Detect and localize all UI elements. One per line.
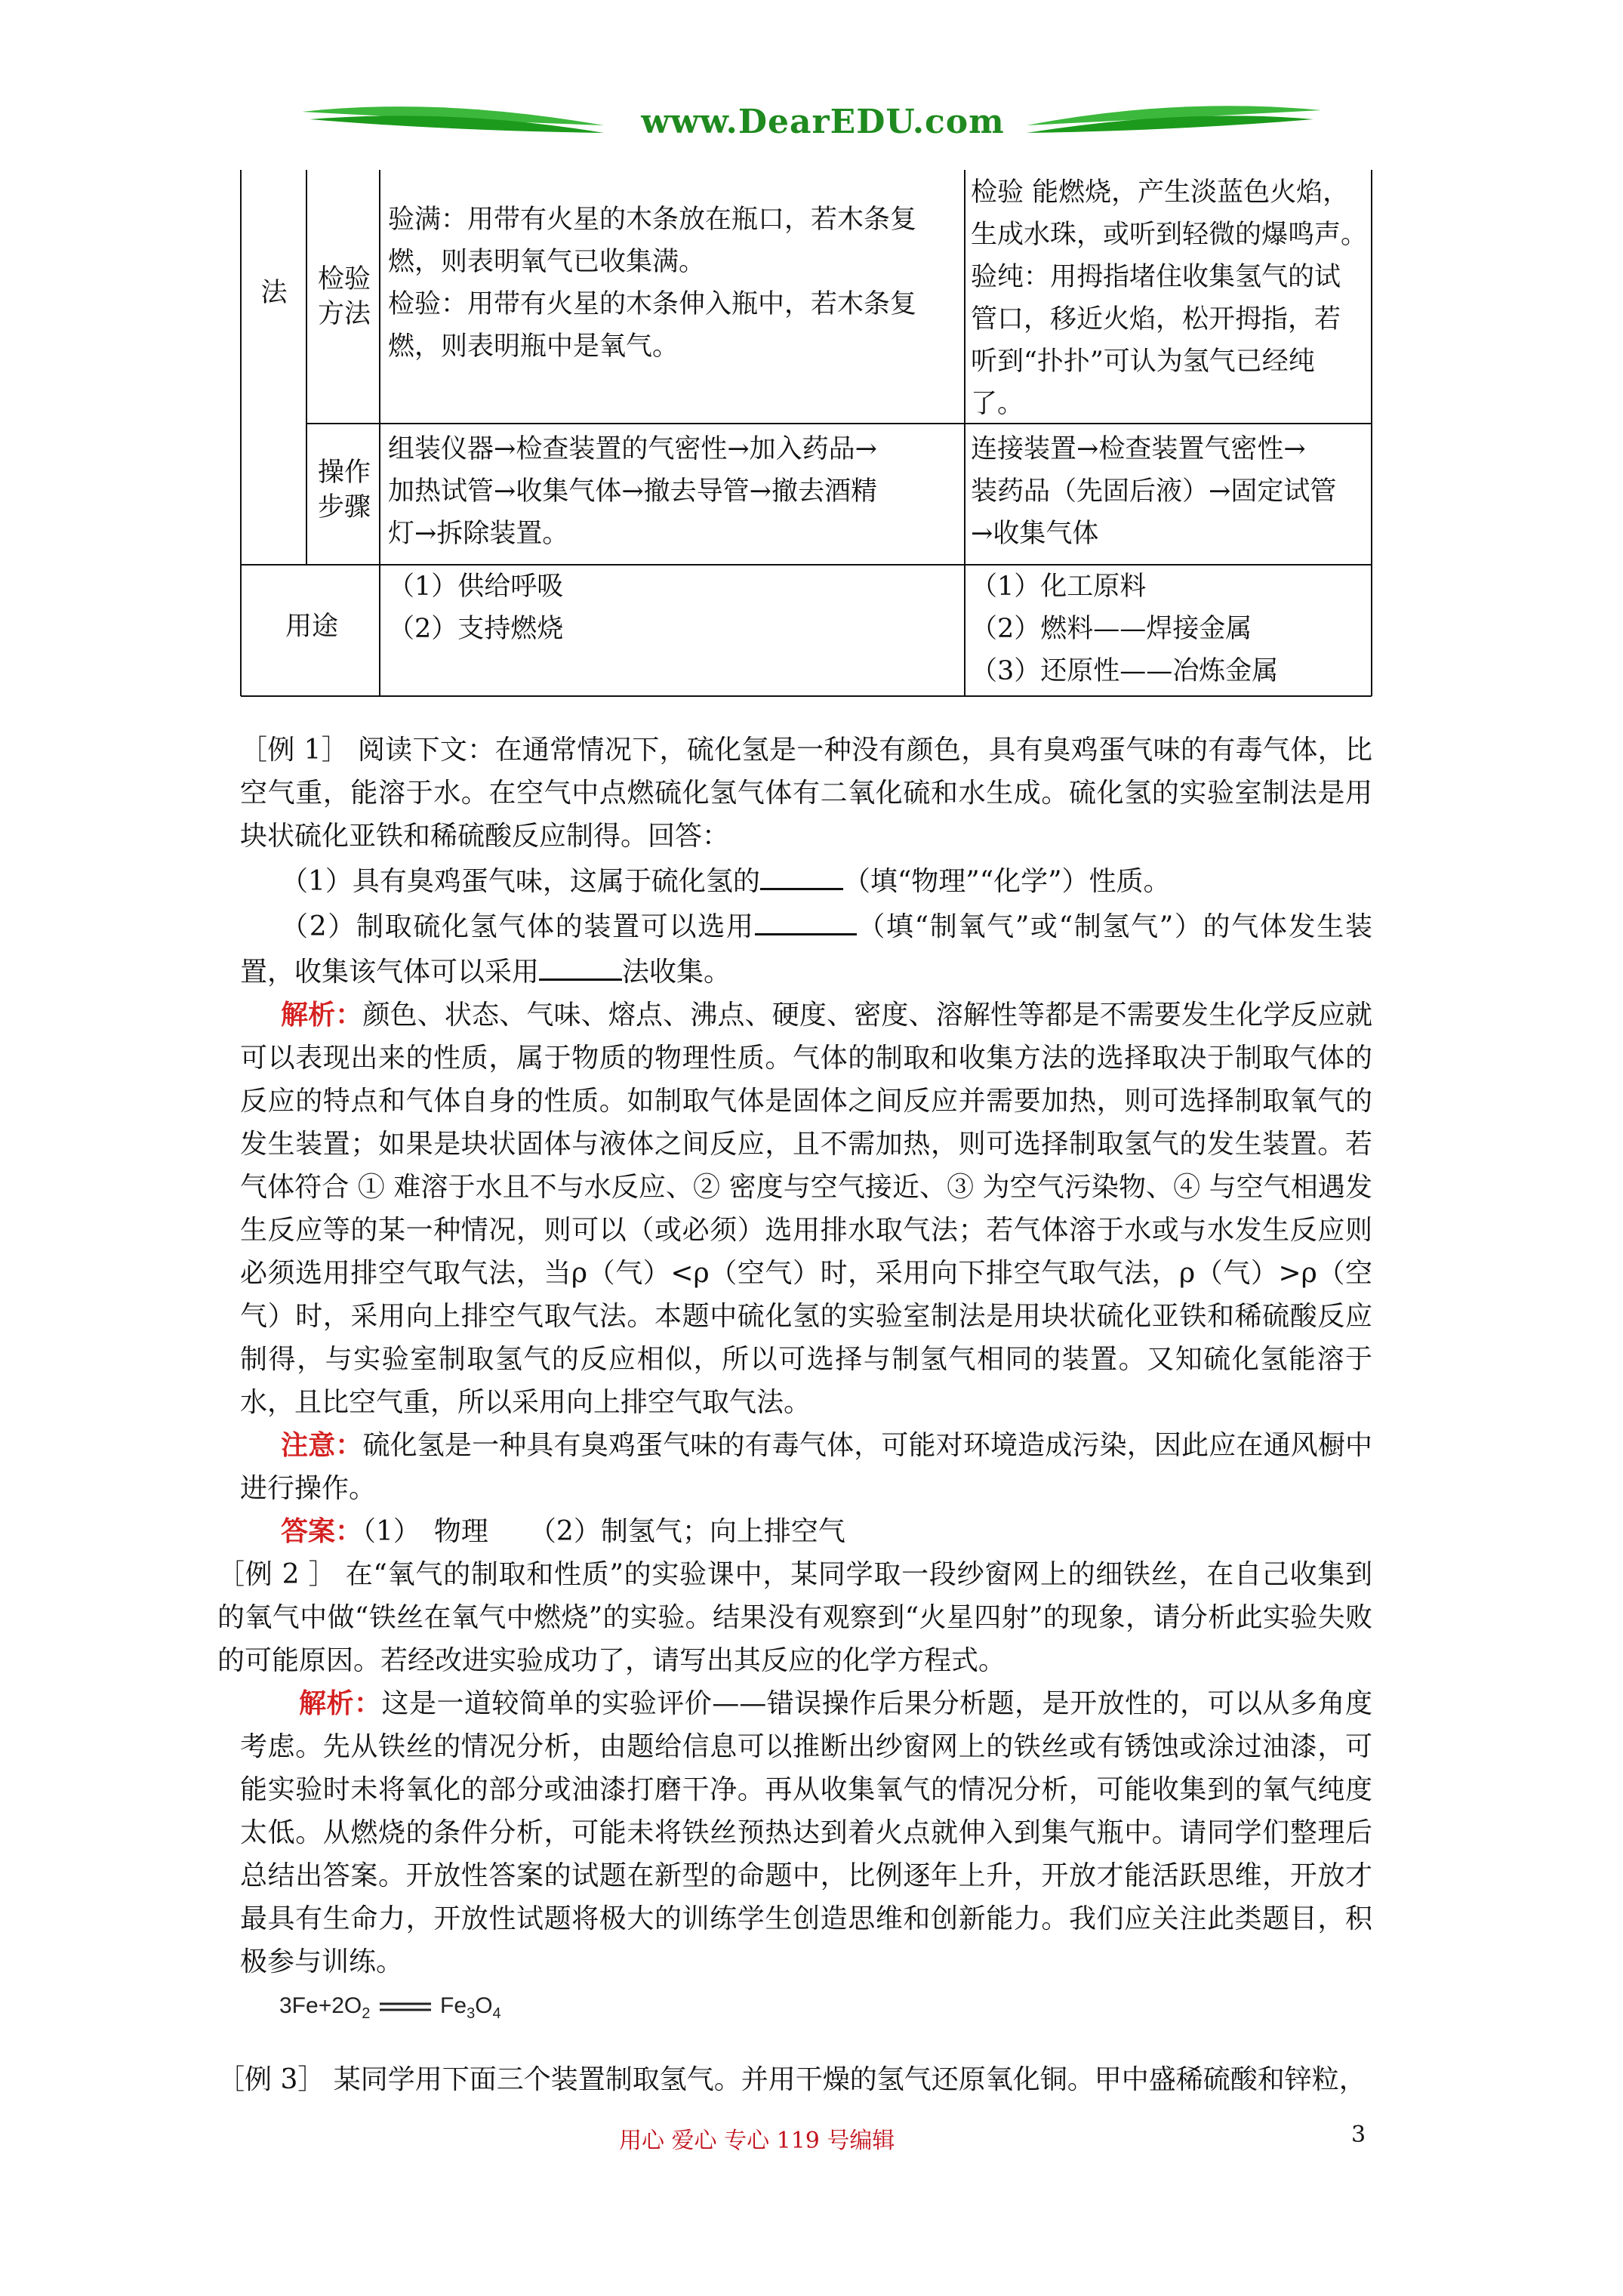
- q2-text-c: 法收集。: [622, 957, 731, 988]
- equation-product: Fe: [440, 1993, 467, 2018]
- q2-text-b: （填“制氧气”或“制氢气”）的气体发生装置，收集该气体可以采用: [240, 911, 1372, 988]
- hydrogen-use-line: （3）还原性——冶炼金属: [971, 656, 1279, 686]
- page-footer: [0, 2122, 1623, 2167]
- gas-comparison-table: [240, 170, 1372, 697]
- answer-blank[interactable]: [760, 858, 843, 890]
- equation-reactants: 3Fe+2O: [279, 1993, 362, 2018]
- hydrogen-test-line: 听到“扑扑”可认为氢气已经纯: [971, 347, 1315, 377]
- oxygen-test-line: 验满：用带有火星的木条放在瓶口，若木条复: [388, 205, 917, 235]
- hydrogen-use-line: （1）化工原料: [971, 572, 1147, 602]
- hydrogen-test-line: 检验 能燃烧，产生淡蓝色火焰，: [971, 177, 1350, 208]
- equation-subscript: 2: [362, 2005, 371, 2022]
- equation-subscript: 4: [492, 2005, 501, 2022]
- hydrogen-test-line: 验纯：用拇指堵住收集氢气的试: [971, 262, 1341, 292]
- example1-question2: [240, 903, 1372, 994]
- oxygen-use-cell: [388, 566, 962, 650]
- hydrogen-steps-line: 连接装置→检查装置气密性→: [971, 434, 1306, 464]
- oxygen-steps-cell: [388, 428, 962, 555]
- site-url[interactable]: www.DearEDU.com: [641, 103, 1005, 141]
- example1-answer: [240, 1510, 1372, 1553]
- hydrogen-steps-line: →收集气体: [971, 519, 1099, 549]
- oxygen-steps-line: 组装仪器→检查装置的气密性→加入药品→: [388, 434, 877, 464]
- answer-blank[interactable]: [539, 948, 622, 981]
- equation-subscript: 3: [467, 2005, 476, 2022]
- chemical-equation: [279, 1993, 501, 2023]
- hydrogen-test-line: 生成水珠，或听到轻微的爆鸣声。: [971, 220, 1368, 250]
- test-method-label: 检验方法: [317, 264, 371, 329]
- analysis-text: 颜色、状态、气味、熔点、沸点、硬度、密度、溶解性等都是不需要发生化学反应就可以表现出来的性质，属于物质的物理性质。气体的制取和收集方法的选择取决于制取气体的反应的特点和气体自身的性质。如制取气体是固体之间反应并需要加热，则可选择制取氧气的发生装置；如果是块状固体与液体之间反应，且不需加热，则可选择制取氢气的发生装置。若气体符合 ① 难溶于水且不与水反应、② 密度与空气接近、③ 为空气污染物、④ 与空气相遇发生反应等的某一种情况，则可以（或必须）选用排水取气法；若气体溶于水或与水发生反应则必须选用排空气取气法，当ρ（气）<ρ（空气）时，采用向下排空气取气法，ρ（气）>ρ（空气）时，采用向上排空气取气法。本题中硫化氢的实验室制法是用块状硫化亚铁和稀硫酸反应制得，与实验室制取氢气的反应相似，所以可选择与制氢气相同的装置。又知硫化氢能溶于水，且比空气重，所以采用向上排空气取气法。: [240, 1000, 1372, 1418]
- oxygen-use-line: （1）供给呼吸: [388, 572, 564, 602]
- use-label: 用途: [285, 612, 338, 642]
- q1-text-a: （1）具有臭鸡蛋气味，这属于硫化氢的: [281, 866, 760, 897]
- oxygen-use-line: （2）支持燃烧: [388, 614, 564, 644]
- example1-analysis: [240, 994, 1372, 1424]
- equation-equals-sign: [377, 1999, 434, 2014]
- example2-intro: ［例 2 ］ 在“氧气的制取和性质”的实验课中，某同学取一段纱窗网上的细铁丝，在自己收集到的氧气中做“铁丝在氧气中燃烧”的实验。结果没有观察到“火星四射”的现象，请分析此实验失败的可能原因。若经改进实验成功了，请写出其反应的化学方程式。: [217, 1559, 1372, 1676]
- steps-label: 操作步骤: [317, 458, 371, 522]
- answer-text: （1） 物理 （2）制氢气；向上排空气: [362, 1516, 845, 1547]
- oxygen-test-line: 燃，则表明氧气已收集满。: [388, 247, 706, 277]
- note-label: 注意：: [281, 1429, 363, 1461]
- answer-blank[interactable]: [755, 903, 857, 935]
- hydrogen-steps-line: 装药品（先固后液）→固定试管: [971, 476, 1337, 507]
- hydrogen-use-cell: [971, 566, 1369, 692]
- oxygen-test-cell: [388, 199, 962, 368]
- example1-note: [240, 1424, 1372, 1510]
- page-number: 3: [1351, 2122, 1366, 2148]
- oxygen-steps-line: 灯→拆除装置。: [388, 519, 569, 549]
- hydrogen-test-line: 管口，移近火焰，松开拇指，若: [971, 304, 1341, 334]
- q1-text-b: （填“物理”“化学”）性质。: [842, 866, 1171, 897]
- oxygen-test-line: 燃，则表明瓶中是氧气。: [388, 331, 679, 362]
- example1-question1: [240, 858, 1372, 903]
- analysis-text: 这是一道较简单的实验评价——错误操作后果分析题，是开放性的，可以从多角度考虑。先从铁丝的情况分析，由题给信息可以推断出纱窗网上的铁丝或有锈蚀或涂过油漆，可能实验时未将氧化的部分或油漆打磨干净。再从收集氧气的情况分析，可能收集到的氧气纯度太低。从燃烧的条件分析，可能未将铁丝预热达到着火点就伸入到集气瓶中。请同学们整理后总结出答案。开放性答案的试题在新型的命题中，比例逐年上升，开放才能活跃思维，开放才最具有生命力，开放性试题将极大的训练学生创造思维和创新能力。我们应关注此类题目，积极参与训练。: [240, 1688, 1372, 1977]
- example2-analysis: [240, 1682, 1372, 1983]
- analysis-label: 解析：: [281, 999, 363, 1031]
- footer-text: 用心 爱心 专心 119 号编辑: [619, 2128, 895, 2154]
- method-cell: 法: [260, 278, 288, 308]
- hydrogen-steps-cell: [971, 428, 1369, 555]
- example3-intro: ［例 3］ 某同学用下面三个装置制取氢气。并用干燥的氢气还原氧化铜。甲中盛稀硫酸和锌粒，: [217, 2064, 1366, 2095]
- example1-intro: ［例 1］ 阅读下文：在通常情况下，硫化氢是一种没有颜色，具有臭鸡蛋气味的有毒气体，比空气重，能溶于水。在空气中点燃硫化氢气体有二氧化硫和水生成。硫化氢的实验室制法是用块状硫化亚铁和稀硫酸反应制得。回答：: [240, 735, 1372, 852]
- site-header: [287, 89, 1336, 157]
- document-body: [217, 729, 1372, 1983]
- hydrogen-use-line: （2）燃料——焊接金属: [971, 614, 1252, 644]
- equation-product-o: O: [475, 1993, 493, 2018]
- answer-label: 答案：: [281, 1515, 363, 1547]
- note-text: 硫化氢是一种具有臭鸡蛋气味的有毒气体，可能对环境造成污染，因此应在通风橱中进行操作。: [240, 1430, 1372, 1504]
- analysis-label: 解析：: [299, 1687, 382, 1719]
- oxygen-test-line: 检验：用带有火星的木条伸入瓶中，若木条复: [388, 289, 917, 319]
- oxygen-steps-line: 加热试管→收集气体→撤去导管→撤去酒精: [388, 476, 877, 507]
- q2-text-a: （2）制取硫化氢气体的装置可以选用: [281, 911, 755, 942]
- hydrogen-test-cell: [971, 171, 1369, 425]
- hydrogen-test-line: 了。: [971, 389, 1024, 419]
